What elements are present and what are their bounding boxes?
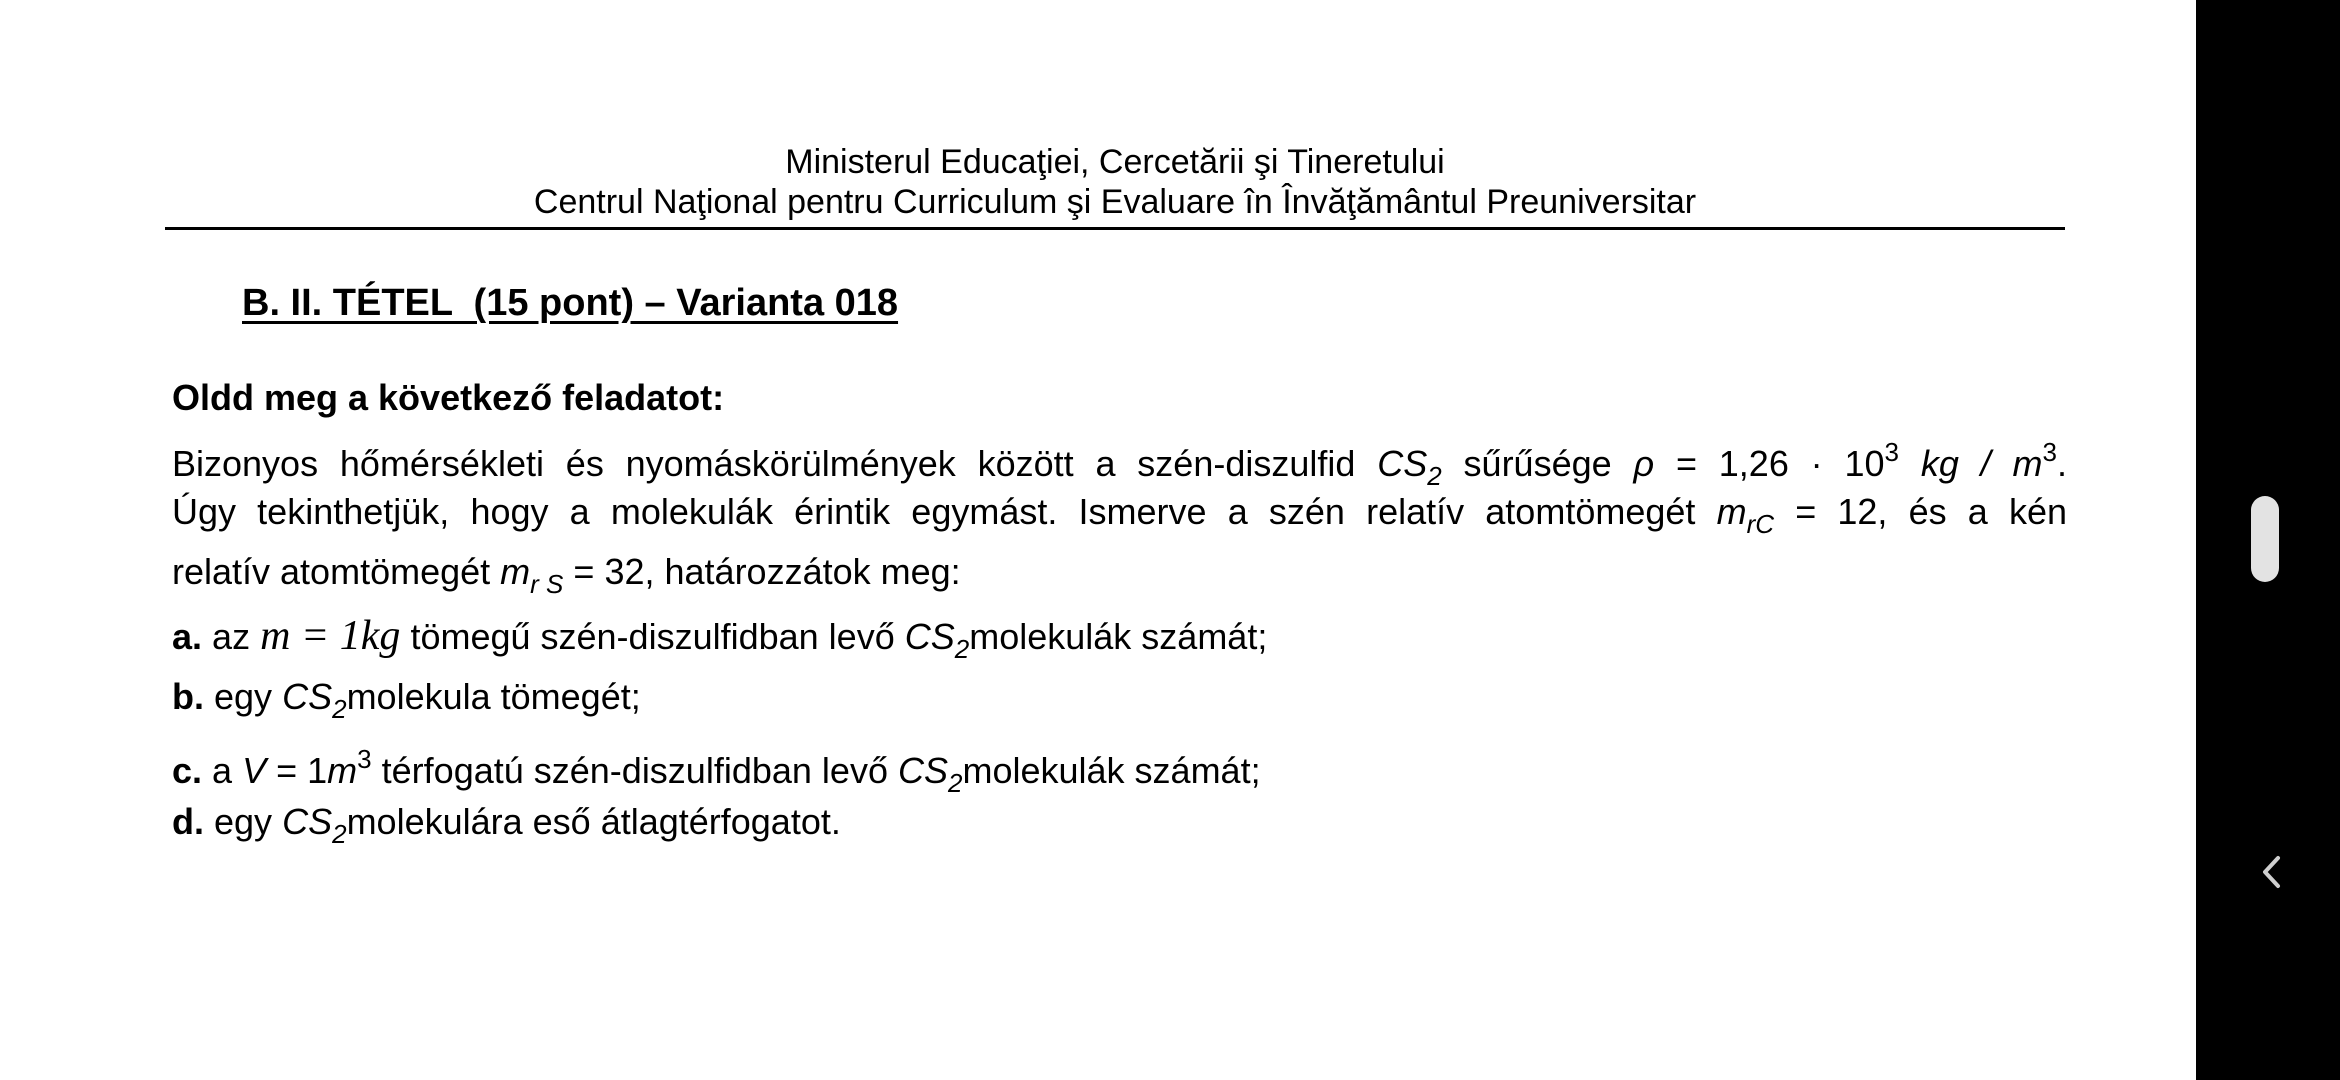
paragraph-line-2: Úgy tekinthetjük, hogy a molekulák érintik egymást. Ismerve a szén relatív atomtömegét $m_{rC} = 12$, és a kén	[172, 491, 2067, 539]
scroll-handle[interactable]	[2251, 496, 2279, 582]
formula-volume: $V = 1m^3$	[242, 744, 372, 791]
header-divider	[165, 227, 2065, 230]
header-ministry: Ministerul Educaţiei, Cercetării şi Tineretului	[785, 143, 1445, 181]
header-center: Centrul Naţional pentru Curriculum şi Evaluare în Învăţământul Preuniversitar	[533, 183, 1697, 221]
formula-mrs: $m_{r S} = 32$	[500, 551, 645, 599]
question-d: d. egy $CS_2molekulára$ eső átlagtérfogatot.	[172, 801, 841, 849]
paragraph-line-3: relatív atomtömegét $m_{r S} = 32$, határozzátok meg:	[172, 551, 961, 599]
task-heading: Oldd meg a következő feladatot:	[172, 377, 725, 418]
question-c: c. a $V = 1m^3$ térfogatú szén-diszulfidban levő $CS_2molekulák$ számát;	[172, 744, 1261, 798]
paragraph-line-1: Bizonyos hőmérsékleti és nyomáskörülmények között a szén-diszulfid $CS_2$ sűrűsége $\rho = 1,26 \cdot 10^3$ kg / $m^3$.	[172, 437, 2067, 491]
formula-mass: m = 1kg	[260, 613, 401, 659]
formula-mrc: $m_{rC} = 12$	[1716, 491, 1878, 539]
formula-density: $\rho = 1,26 \cdot 10^3$ kg / $m^3$	[1633, 437, 2057, 484]
formula-cs2: $CS_2$	[1377, 443, 1442, 491]
question-b: b. egy $CS_2molekula$ tömegét;	[172, 676, 641, 724]
question-a: a. az m = 1kg tömegű szén-diszulfidban levő $CS_2molekulák$ számát;	[172, 613, 1268, 664]
section-title: B. II. TÉTEL (15 pont) – Varianta 018	[242, 282, 899, 324]
chevron-left-icon[interactable]	[2256, 852, 2288, 892]
